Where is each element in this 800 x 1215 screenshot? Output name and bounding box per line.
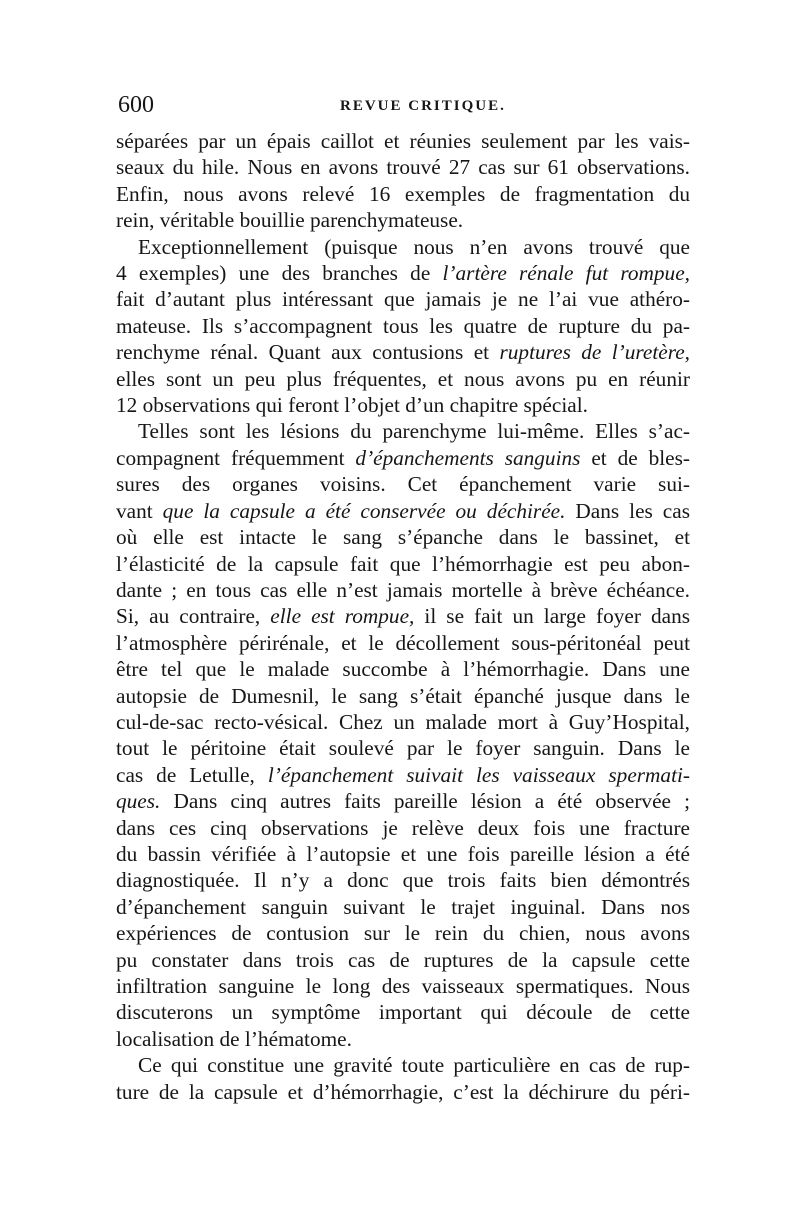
text-segment: sures des organes voisins. Cet épanchement varie sui- [116,472,690,497]
text-line [116,603,690,629]
text-segment: dante ; en tous cas elle n’est jamais mortelle à brève échéance. [116,577,690,602]
text-segment: seaux du hile. Nous en avons trouvé 27 cas sur 61 observations. [116,155,690,180]
text-line [116,339,690,365]
text-line [116,551,690,577]
text-line [116,128,690,154]
text-line [116,366,690,392]
text-line [116,1052,690,1078]
text-segment: diagnostiquée. Il n’y a donc que trois faits bien démontrés [116,868,690,893]
text-segment: fait d’autant plus intéressant que jamais je ne l’ai vue athéro- [116,287,690,312]
text-segment: d’épanchement sanguin suivant le trajet inguinal. Dans nos [116,894,690,919]
italic-text: elle est rompue, [270,604,415,629]
text-line [116,313,690,339]
text-line [116,841,690,867]
text-line [116,471,690,497]
text-segment: et de bles- [580,445,691,470]
text-segment: discuterons un symptôme important qui découle de cette [116,1000,690,1025]
text-line [116,973,690,999]
italic-text: que la capsule a été conservée ou déchirée. [162,498,566,523]
text-line [116,498,690,524]
text-line [116,735,690,761]
text-segment: rein, véritable bouillie parenchymateuse. [116,208,464,233]
text-segment: ture de la capsule et d’hémorrhagie, c’est la déchirure du péri- [116,1079,690,1104]
page-header [118,92,692,132]
text-line [116,788,690,814]
text-segment: 4 exemples) une des branches de [116,261,443,286]
italic-text: ques. [116,789,161,814]
text-segment: Telles sont les lésions du parenchyme lui-même. Elles s’ac- [138,419,690,444]
text-segment: autopsie de Dumesnil, le sang s’était épanché jusque dans le [116,683,690,708]
text-line [116,1026,690,1052]
text-segment: Ce qui constitue une gravité toute particulière en cas de rup- [138,1053,690,1078]
text-line [116,418,690,444]
text-line [116,445,690,471]
italic-text: ruptures de l’uretère, [499,340,691,365]
text-line [116,260,690,286]
text-line [116,709,690,735]
text-segment: renchyme rénal. Quant aux contusions et [116,340,500,365]
page-number: 600 [118,92,154,118]
text-line [116,234,690,260]
body-text [116,128,690,1105]
text-segment: expériences de contusion sur le rein du chien, nous avons [116,921,690,946]
text-line [116,630,690,656]
text-segment: compagnent fréquemment [116,445,356,470]
text-line [116,920,690,946]
text-line [116,894,690,920]
italic-text: l’artère rénale fut rompue, [442,261,690,286]
text-segment: du bassin vérifiée à l’autopsie et une fois pareille lésion a été [116,841,690,866]
italic-text: l’épanchement suivait les vaisseaux spermati- [267,762,691,787]
text-line [116,999,690,1025]
text-segment: 12 observations qui feront l’objet d’un chapitre spécial. [116,393,588,418]
text-line [116,577,690,603]
text-segment: vant [116,498,163,523]
text-segment: l’élasticité de la capsule fait que l’hémorrhagie est peu abon- [116,551,690,576]
text-segment: Enfin, nous avons relevé 16 exemples de fragmentation du [116,181,690,206]
text-line [116,1079,690,1105]
text-segment: cas de Letulle, [116,762,268,787]
text-segment: tout le péritoine était soulevé par le foyer sanguin. Dans le [116,736,690,761]
text-segment: Dans les cas [565,498,690,523]
text-segment: Dans cinq autres faits pareille lésion a été observée ; [160,789,690,814]
text-line [116,286,690,312]
italic-text: d’épanchements sanguins [355,445,581,470]
text-segment: mateuse. Ils s’accompagnent tous les quatre de rupture du pa- [116,313,690,338]
text-line [116,815,690,841]
text-line [116,207,690,233]
text-segment: l’atmosphère périrénale, et le décollement sous-péritonéal peut [116,630,690,655]
text-line [116,867,690,893]
text-segment: pu constater dans trois cas de ruptures de la capsule cette [116,947,690,972]
text-line [116,656,690,682]
text-line [116,524,690,550]
text-segment: infiltration sanguine le long des vaisseaux spermatiques. Nous [116,974,690,998]
text-line [116,392,690,418]
text-line [116,762,690,788]
text-segment: Exceptionnellement (puisque nous n’en avons trouvé que [138,234,690,259]
text-segment: cul-de-sac recto-vésical. Chez un malade mort à Guy’Hospital, [116,709,690,734]
text-segment: il se fait un large foyer dans [414,604,691,629]
text-segment: elles sont un peu plus fréquentes, et nous avons pu en réunir [116,366,690,391]
text-segment: Si, au contraire, [116,604,271,629]
text-line [116,181,690,207]
text-segment: séparées par un épais caillot et réunies seulement par les vais- [116,129,690,153]
text-segment: localisation de l’hématome. [116,1026,352,1051]
text-line [116,154,690,180]
text-segment: où elle est intacte le sang s’épanche dans le bassinet, et [116,525,690,550]
text-line [116,947,690,973]
text-segment: être tel que le malade succombe à l’hémorrhagie. Dans une [116,657,690,682]
running-head: REVUE CRITIQUE. [340,98,506,114]
text-segment: dans ces cinq observations je relève deux fois une fracture [116,815,690,840]
text-line [116,683,690,709]
